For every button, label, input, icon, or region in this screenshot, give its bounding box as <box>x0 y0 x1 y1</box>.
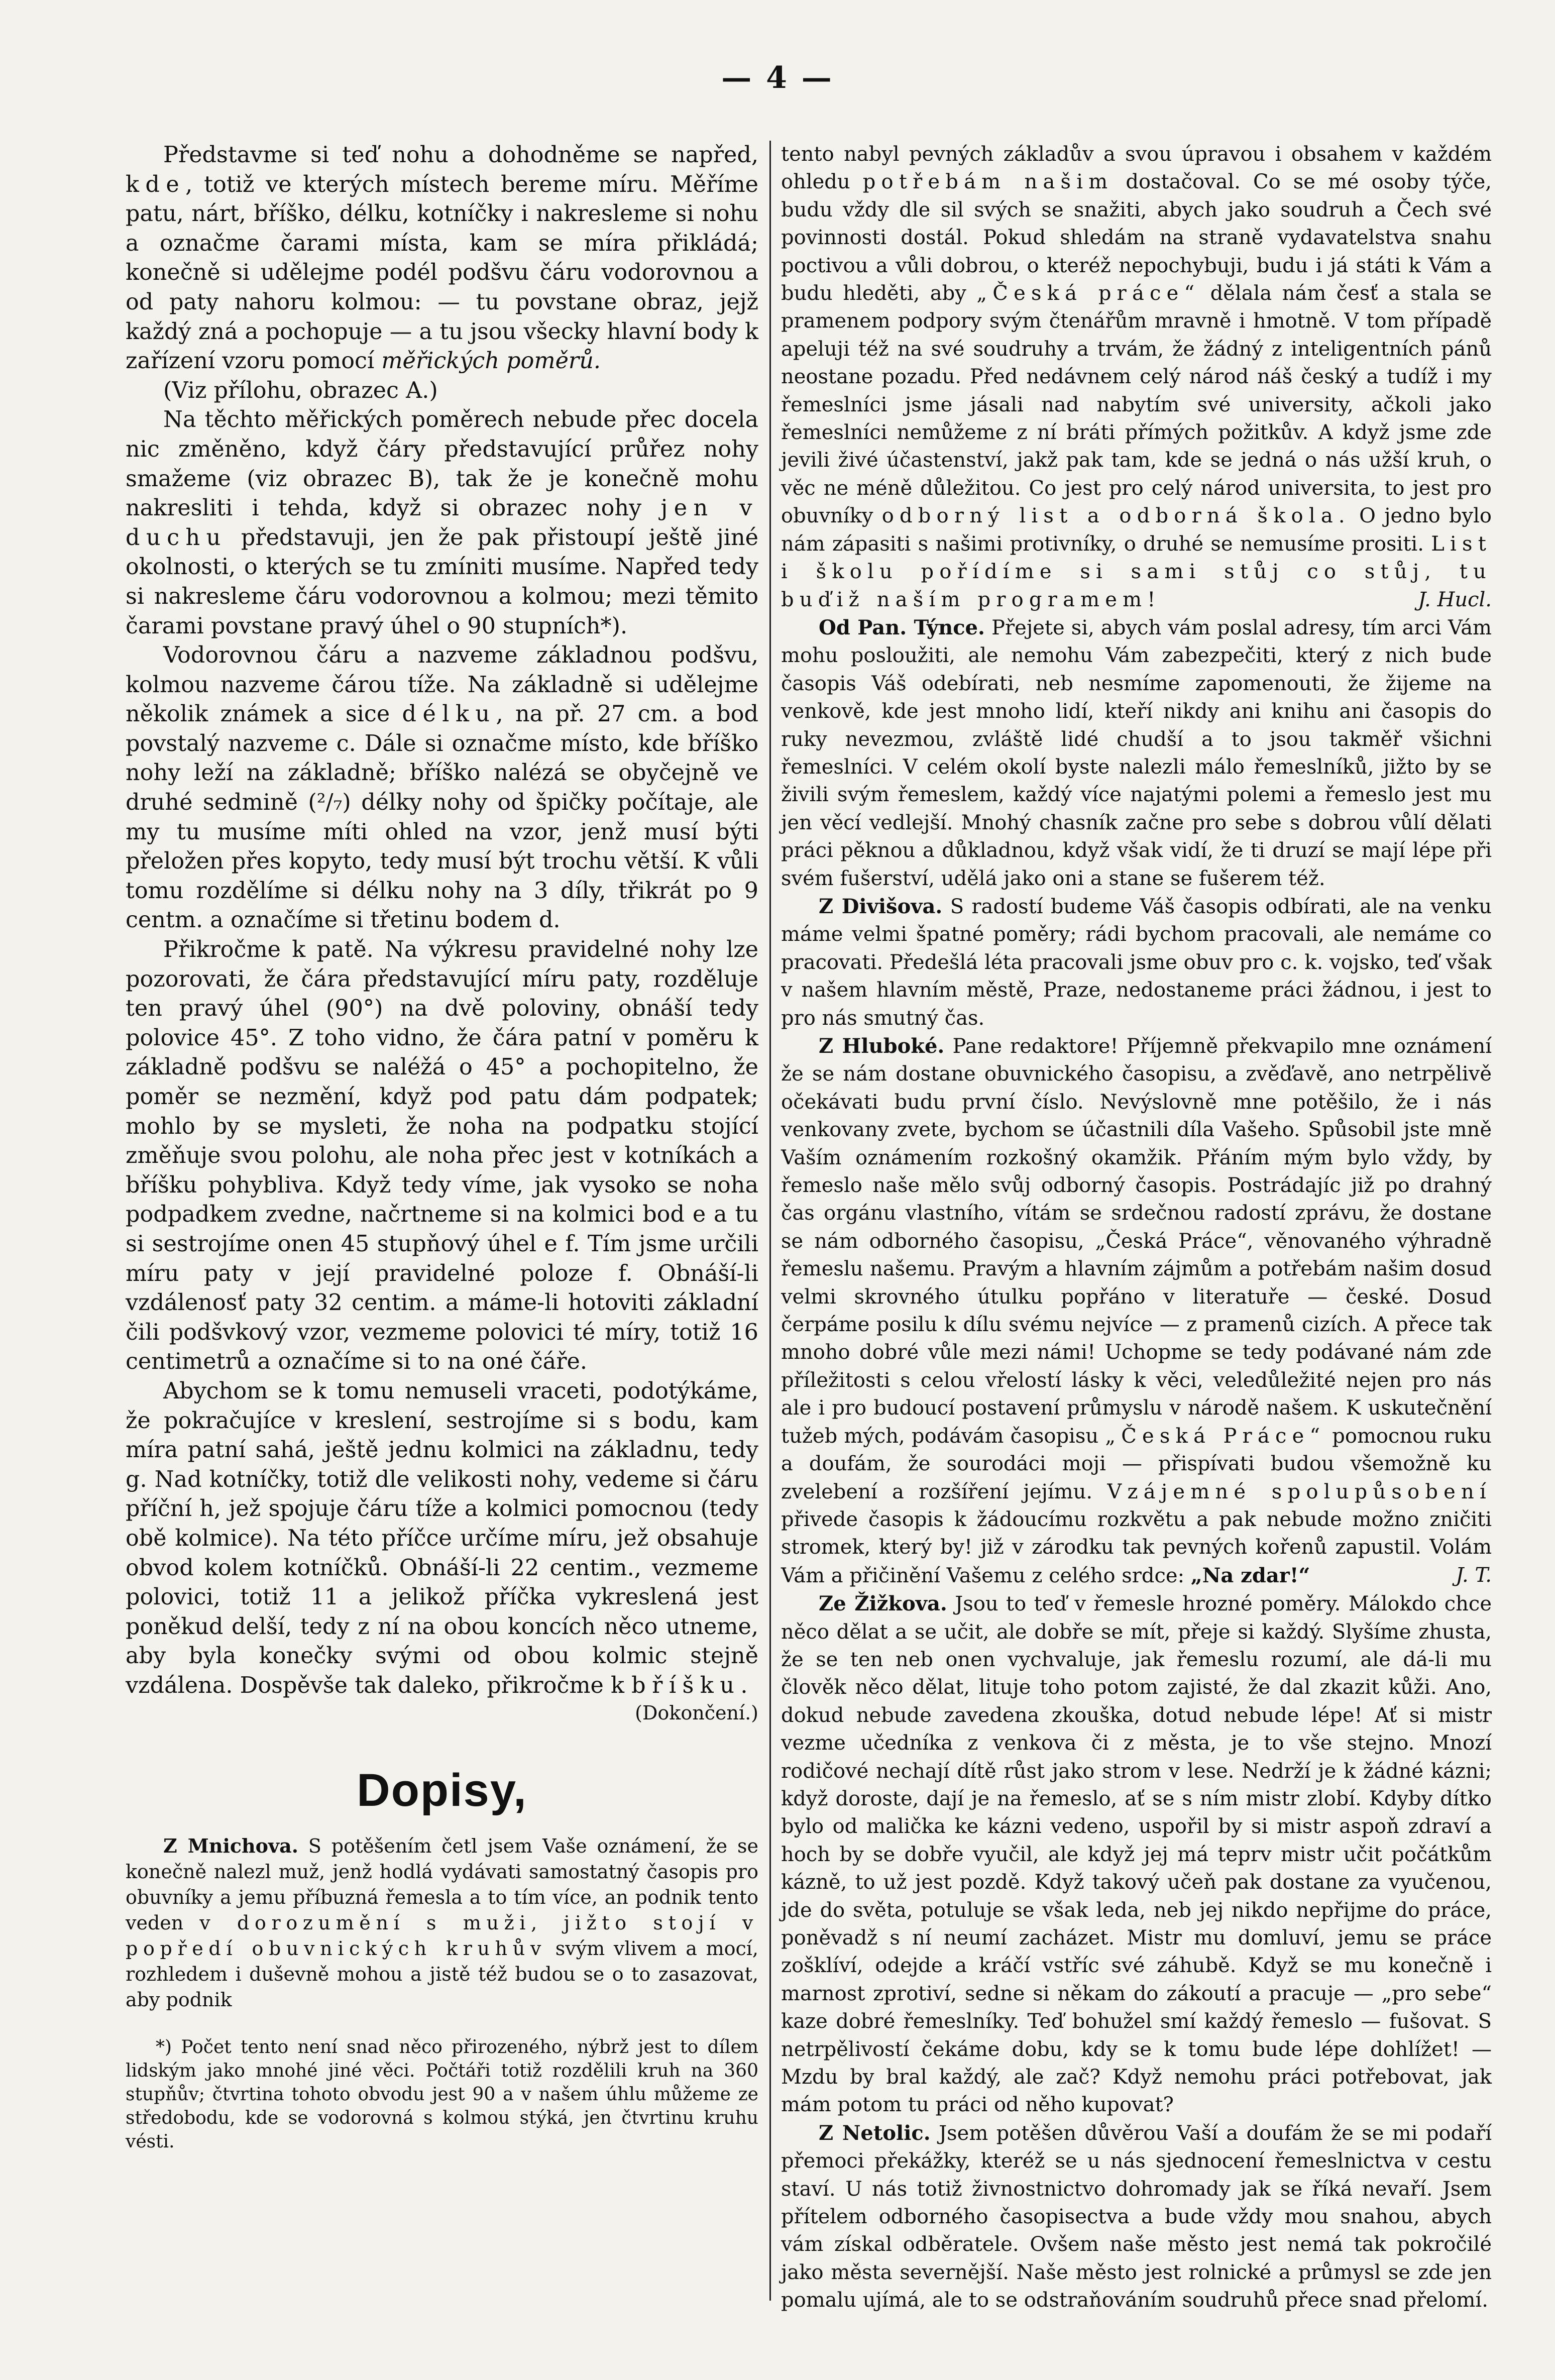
article-paragraph-2: (Viz přílohu, obrazec A.) <box>163 377 438 403</box>
left-column <box>126 141 758 2153</box>
signature: J. Hucl. <box>1418 588 1492 611</box>
article-paragraph-5: Přikročme k patě. Na výkresu pravidelné nohy lze pozorovati, že čára představující míru paty, rozděluje ten pravý úhel (90°) na dvě poloviny, obnáší tedy polovice 45°. Z toho vidno, že čára patní v poměru k základně podšvu se naléžá o 45° a pochopitelno, že poměr se nezmění, když pod patu dám podpatek; mohlo by se mysleti, že noha na podpatku stojící změňuje svou polohu, ale noha přec jest v kotníkách a bříšku pohybliva. Když tedy víme, jak vysoko se noha podpadkem zvedne, načrtneme si na kolmici bod e a tu si sestrojíme onen 45 stupňový úhel e f. Tím jsme určili míru paty v její pravidelné poloze f. Obnáší-li vzdálenosť paty 32 centim. a máme-li hotoviti základní čili podšvkový vzor, vezmeme polovici té míry, totiž 16 centimetrů a označíme si to na oné čáře. <box>126 937 758 1375</box>
article-paragraph-6: Abychom se k tomu nemuseli vraceti, podotýkáme, že pokračujíce v kreslení, sestrojíme si s bodu, kam míra patní sahá, ještě jednu kolmici na základnu, tedy g. Nad kotníčky, totiž dle velikosti nohy, vedeme si čáru příční h, jež spojuje čáru tíže a kolmici pomocnou (tedy obě kolmice). Na této příčce určíme míru, jež obsahuje obvod kolem kotníčků. Obnáší-li 22 centim., vezmeme polovici, totiž 11 a jelikož příčka vykreslená jest poněkud delší, tedy z ní na obou koncích něco utneme, aby byla konečky svými od obou kolmic stejně vzdálena. Dospěvše tak daleko, přikročme k bříšku. (Dokončení.) <box>126 1377 758 1701</box>
footnote: *) Počet tento není snad něco přirozeného, nýbrž jest to dílem lidským jako mnohé jiné věci. Počtáři totiž rozdělili kruh na 360 stupňův; čtvrtina tohoto obvodu jest 90 a v našem úhlu můžeme ze středobodu, kde se vodorovná s kolmou stýká, jen čtvrtinu kruhu vésti. <box>126 2037 758 2152</box>
signature: J. T. <box>1456 1563 1492 1587</box>
page-number: — 4 — <box>721 60 834 95</box>
right-column <box>781 141 1492 2315</box>
letter-divisov: Z Divišova. S radostí budeme Váš časopis odbírati, ale na venku máme velmi špatné poměry; rádi bychom pracovali, ale nemáme co pracovati. Předešlá léta pracovali jsme obuv pro c. k. vojsko, teď však v našem hlavním městě, Praze, nedostaneme práci žádnou, i jest to pro nás smutný čas. <box>781 894 1492 1030</box>
article-paragraph-4: Vodorovnou čáru a nazveme základnou podšvu, kolmou nazveme čárou tíže. Na základně si udělejme několik známek a sice délku, na př. 27 cm. a bod povstalý nazveme c. Dále si označme místo, kde bříško nohy leží na základně; bříško nalézá se obyčejně ve druhé sedmině (²/₇) délky nohy od špičky počítaje, ale my tu musíme míti ohled na vzor, jenž musí býti přeložen přes kopyto, tedy musí být trochu větší. K vůli tomu rozdělíme si délku nohy na 3 díly, třikrát po 9 centm. a označíme si třetinu bodem d. <box>126 642 759 933</box>
column-divider <box>769 141 771 2301</box>
section-heading: Dopisy, <box>357 1765 527 1816</box>
letter-hluboka: Z Hluboké. Pane redaktore! Příjemně překvapilo mne oznámení že se nám dostane obuvnického časopisu, a zvěďavě, ano netrpělivě očekávati budu první číslo. Nevýslovně mne potěšilo, že i nás venkovany zvete, bychom se účastnili díla Vašeho. Spůsobil jste mně Vaším oznámením rozkošný okamžik. Přáním mým bylo vždy, by řemeslo naše mělo svůj odborný časopis. Postrádajíc již po drahný čas orgánu vlastního, vítám se srdečnou radostí zprávu, že dostane se nám odborného časopisu, „Česká Práce“, věnovaného výhradně řemeslu našemu. Pravým a hlavním zájmům a potřebám našim dosud velmi skrovného útulku popřáno v literatuře — české. Dosud čerpáme posilu k dílu svému nejvíce — z pramenů cizích. A přece tak mnoho dobré vůle mezi námi! Uchopme se tedy podávané nám zde příležitosti s celou vřelostí lásky k věci, veledůležité nejen pro nás ale i pro budoucí postavení průmyslu v národě našem. K uskutečnění tužeb mých, podávám časopisu „Česká Práce“ pomocnou ruku a doufám, že sourodáci moji — přispívati budou všemožně ku zvelebení a rozšíření jejímu. Vzájemné spolupůsobení přivede časopis k žádoucímu rozkvětu a pak nebude možno zničiti stromek, který by! již v zárodku tak pevných kořenů zapustil. Volám Vám a přičinění Vašemu z celého srdce: „Na zdar!“ J. T. <box>781 1032 1492 1590</box>
article-paragraph-1: Představme si teď nohu a dohodněme se napřed, kde, totiž ve kterých místech bereme míru. Měříme patu, nárt, bříško, délku, kotníčky i nakresleme si nohu a označme čarami místa, kam se míra přikládá; konečně si udělejme podél podšvu čáru vodorovnou a od paty nahoru kolmou: — tu povstane obraz, jejž každý zná a pochopuje — a tu jsou všecky hlavní body k zařízení vzoru pomocí měřických poměrů. <box>126 142 758 374</box>
letter-netolice: Z Netolic. Jsem potěšen důvěrou Vaší a doufám že se mi podaří přemoci překážky, kteréž se u nás sjednocení řemeslnictva v cestu staví. U nás totiž živnostnictvo dohromady jak se říká nevaří. Jsem přítelem odborného časopisectva a bude vždy mou snahou, abych vám získal odběratele. Ovšem naše město jest nemá tak pokročilé jako města severnější. Naše město jest rolnické a průmysl se zde jen pomalu ujímá, ale to se odstraňováním soudruhů přece snad přelomí. <box>781 2121 1492 2312</box>
letter-pan-tynec: Od Pan. Týnce. Přejete si, abych vám poslal adresy, tím arci Vám mohu posloužiti, ale nemohu Vám zabezpečiti, který z nich bude časopis Váš odebírati, neb nesmíme zapomenouti, že žijeme na venkově, kde jest mnoho lidí, kteří nikdy ani knihu ani časopis do ruky nevezmou, zvláště lidé chudší a to jsou takměř všichni řemeslníci. V celém okolí byste nalezli málo řemeslníků, jižto by se živili svým řemeslem, každý více najatými polemi a řemeslo jest mu jen věcí vedlejší. Mnohý chasník začne pro sebe s dobrou vůlí dělati práci pěknou a důkladnou, když však vidí, že ti druzí se mají lépe při svém fušerství, udělá jako oni a stane se fušerem též. <box>781 615 1492 890</box>
continued-note: (Dokončení.) <box>635 1702 758 1724</box>
letter-zizkov: Ze Žižkova. Jsou to teď v řemesle hrozné poměry. Málokdo chce něco dělat a se učit, ale dobře se mít, přeje si každý. Slyšíme zhusta, že se ten neb onen vychvaluje, jak řemeslu rozumí, ale dá-li mu člověk něco dělat, lituje toho potom zajisté, že dal zkazit kůži. Ano, dokud nebude zavedena zkouška, dotud nebude lépe! Ať si mistr vezme učedníka z venkova či z města, je to vše stejno. Mnozí rodičové nechají dítě růst jako strom v lese. Nedrží je k žádné kázni; když doroste, dají je na řemeslo, ať se s ním mistr zlobí. Kdyby dítko bylo od malička ke kázni vedeno, uspořil by si mistr aspoň zdraví a hoch by se dobře vyučil, ale když jej má teprv mistr učit počátkům kázně, to už jest pozdě. Když takový učeň pak dostane za vyučenou, jde do světa, potuluje se však leda, neb jej nikdo nepřijme do práce, poněvadž s ní neumí zacházet. Mistr mu domluví, jemu se práce zošklíví, odejde a kráčí vstříc své záhubě. Když se mu konečně i marnost zprotiví, sedne si někam do zákoutí a pracuje — „pro sebe“ kaze dobré řemeslníky. Teď bohužel smí každý řemeslo — fušovat. S netrpělivostí čekáme dobu, kdy se k tomu bude lépe dohlížet! — Mzdu by bral každý, ale zač? Když nemohu práci potřebovat, jak mám potom tu práci od něho kupovat? <box>781 1592 1492 2117</box>
article-paragraph-3: Na těchto měřických poměrech nebude přec docela nic změněno, když čáry představující průřez nohy smažeme (viz obrazec B), tak že je konečně mohu nakresliti i tehda, když si obrazec nohy jen v duchu představuji, jen že pak přistoupí ještě jiné okolnosti, o kterých se tu zmíniti musíme. Napřed tedy si nakresleme čáru vodorovnou a kolmou; mezi těmito čarami povstane pravý úhel o 90 stupních*). <box>126 407 758 639</box>
letter-continued: tento nabyl pevných základův a svou úpravou i obsahem v každém ohledu potřebám našim dostačoval. Co se mé osoby týče, budu vždy dle sil svých se snažiti, abych jako soudruh a Čech své povinnosti dostál. Pokud shledám na straně vydavatelstva snahu poctivou a vůli dobrou, o kteréž nepochybuji, budu i já státi k Vám a budu hleděti, aby „Česká práce“ dělala nám česť a stala se pramenem podpory svým čtenářům mravně i hmotně. V tom případě apeluji též na své soudruhy a trvám, že žádný z inteligentních pánů neostane pozadu. Před nedávnem celý národ náš český a tudíž i my řemeslníci jsme jásali nad nabytím své university, ačkoli jako řemeslníci nemůžeme z ní bráti přímých požitkův. A když jsme zde jevili živé účastenství, jakž pak tam, kde se jedná o nás užší kruh, o věc ne méně důležitou. Co jest pro celý národ universita, to jest pro obuvníky odborný list a odborná škola. O jedno bylo nám zápasiti s našimi protivníky, o druhé se nemusíme prositi. List i školu pořídíme si sami stůj co stůj, tu buďiž naším programem! J. Hucl. <box>781 141 1492 614</box>
letter-mnichov: Z Mnichova. S potěšením četl jsem Vaše oznámení, že se konečně nalezl muž, jenž hodlá vydávati samostatný časopis pro obuvníky a jemu příbuzná řemesla a to tím více, an podnik tento veden v dorozumění s muži, jižto stojí v popředí obuvnických kruhův svým vlivem a mocí, rozhledem i duševně mohou a jistě též budou se o to zasazovat, aby podnik <box>126 1834 758 2011</box>
